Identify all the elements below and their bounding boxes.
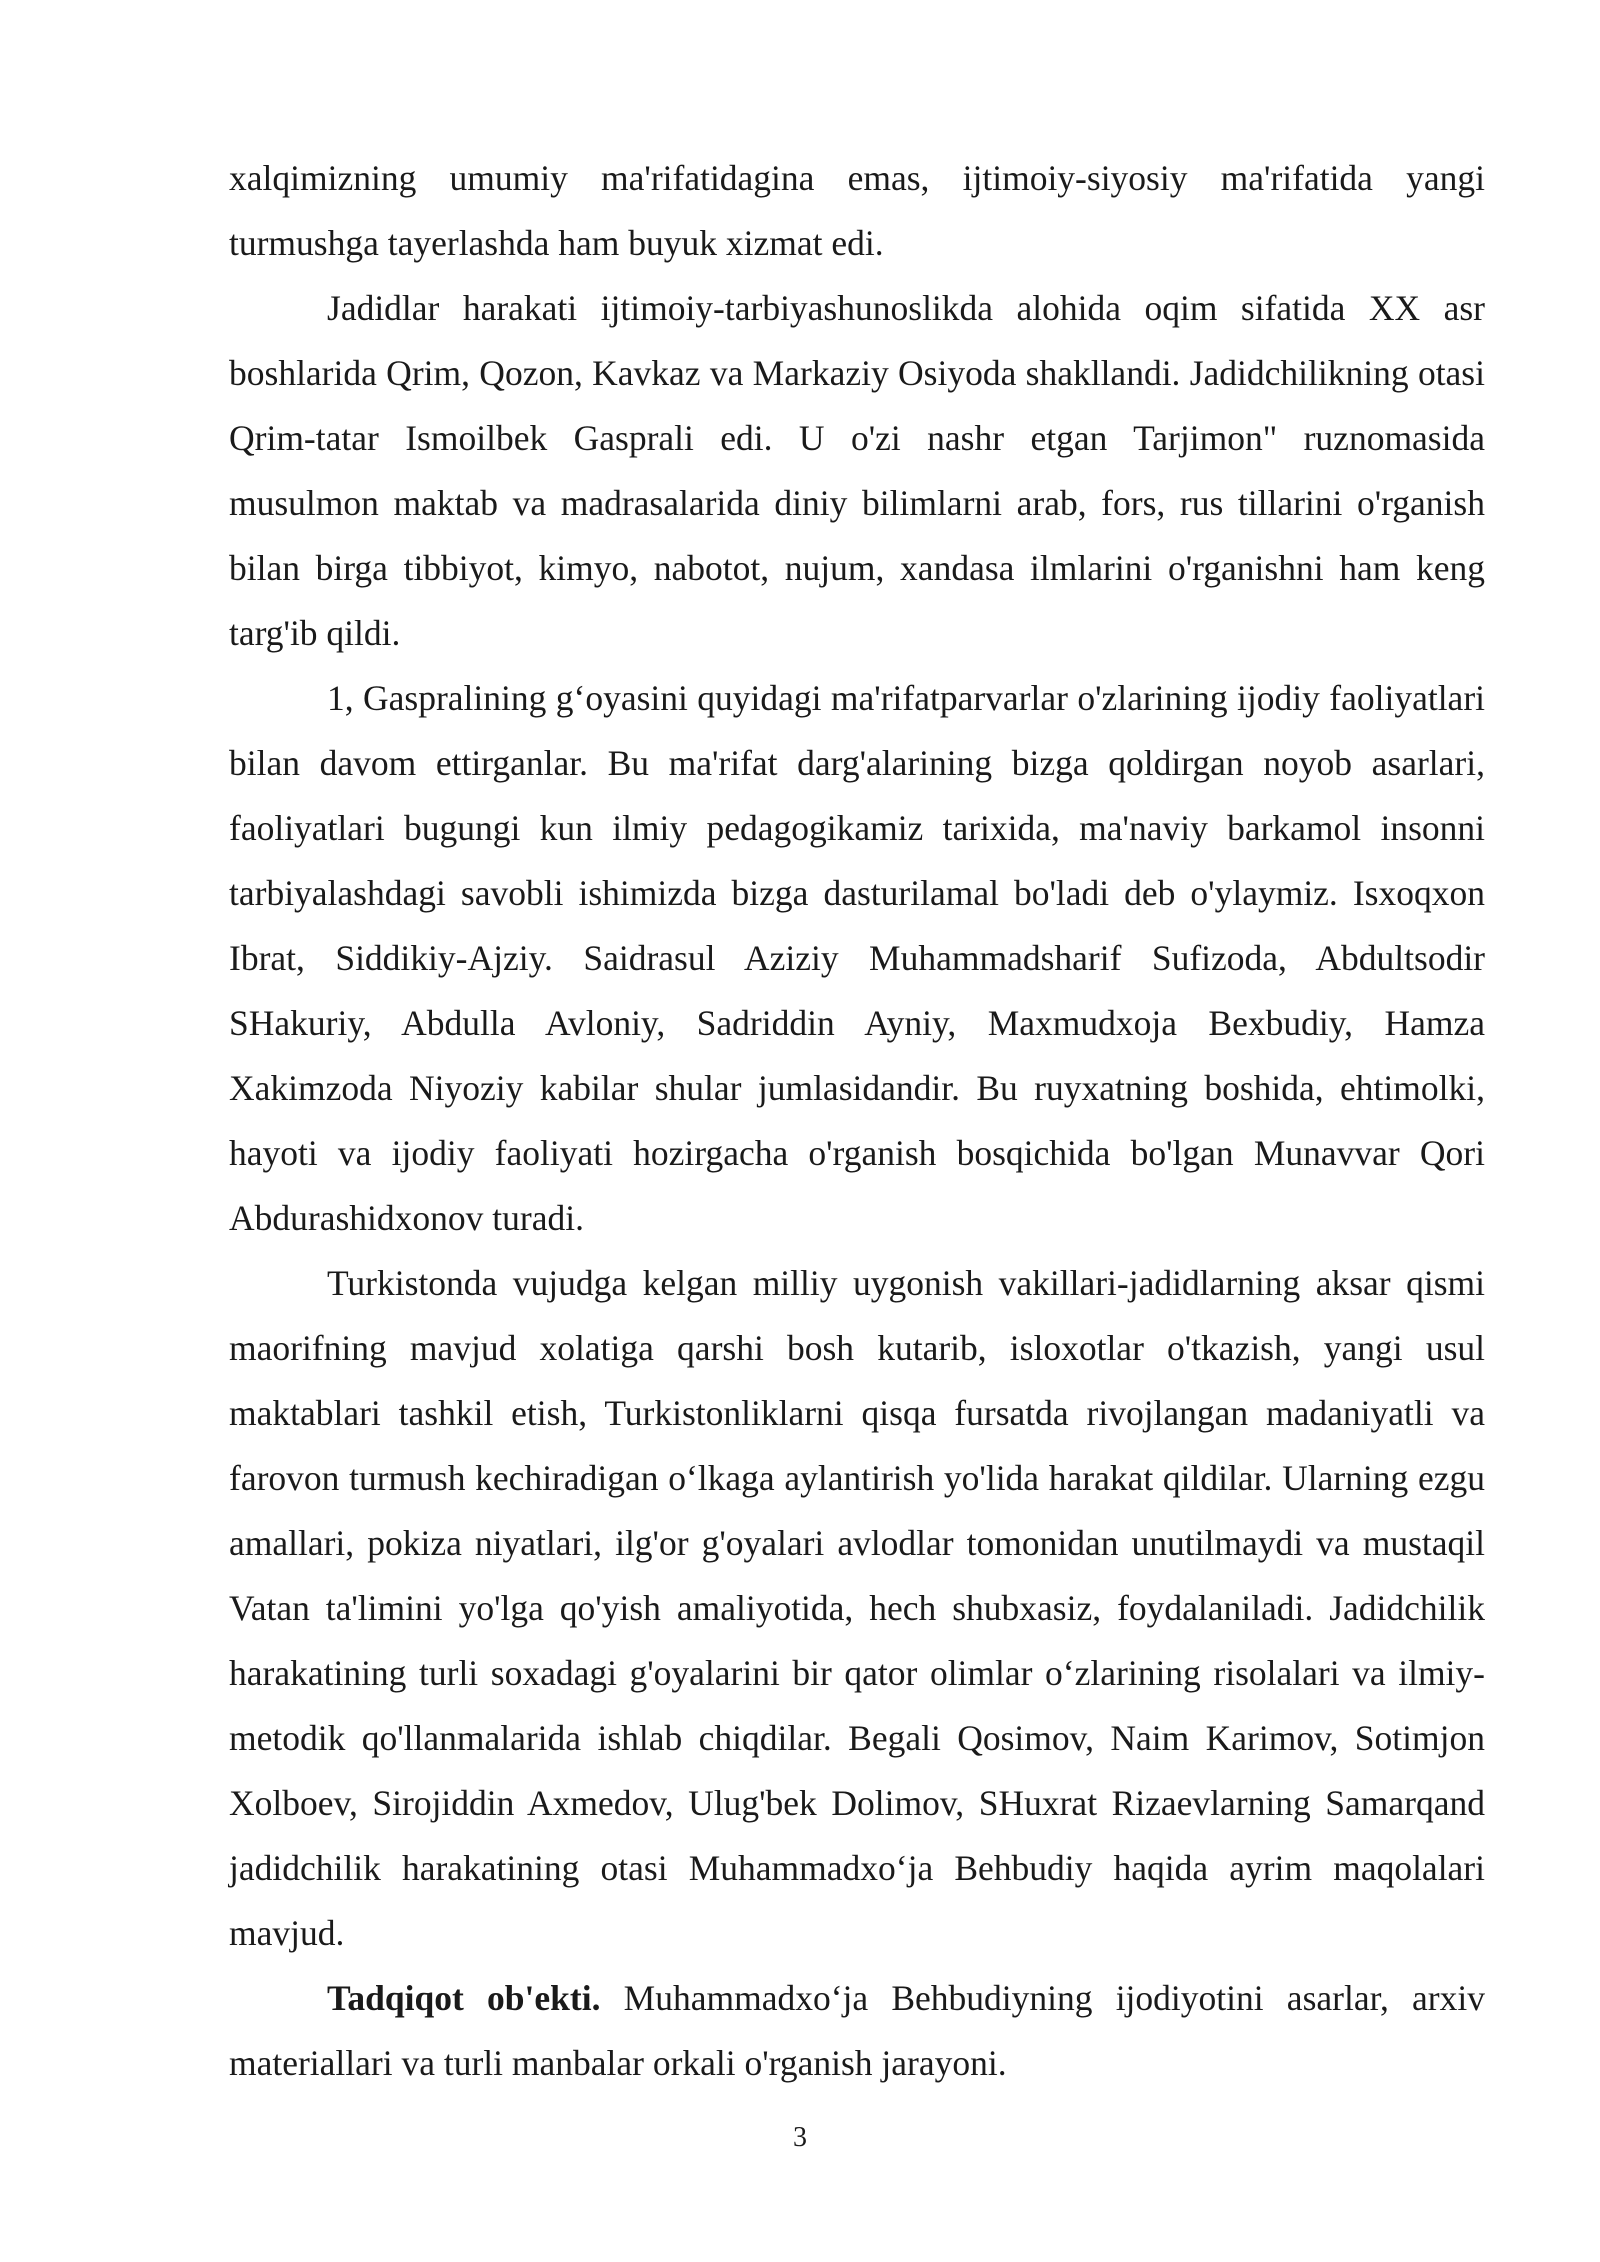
research-object-text: Muhammadxo‘ja Behbudiyning ijodiyotini asarlar, arxiv materiallari va turli manbalar orkali o'rganish jarayoni. [229, 1978, 1485, 2083]
paragraph-gasprali-ideas: 1, Gaspralining g‘oyasini quyidagi ma'rifatparvarlar o'zlarining ijodiy faoliyatlari bilan davom ettirganlar. Bu ma'rifat darg'alarining bizga qoldirgan noyob asarlari, faoliyatlari bugungi kun ilmiy pedagogikamiz tarixida, ma'naviy barkamol insonni tarbiyalashdagi savobli ishimizda bizga dasturilamal bo'ladi deb o'ylaymiz. Isxoqxon Ibrat, Siddikiy-Ajziy. Saidrasul Aziziy Muhammadsharif Sufizoda, Abdultsodir SHakuriy, Abdulla Avloniy, Sadriddin Ayniy, Maxmudxoja Bexbudiy, Hamza Xakimzoda Niyoziy kabilar shular jumlasidandir. Bu ruyxatning boshida, ehtimolki, hayoti va ijodiy faoliyati hozirgacha o'rganish bosqichida bo'lgan Munavvar Qori Abdurashidxonov turadi. [229, 678, 1485, 1238]
paragraph-jadidlar-harakati: Jadidlar harakati ijtimoiy-tarbiyashunoslikda alohida oqim sifatida XX asr boshlarida Qrim, Qozon, Kavkaz va Markaziy Osiyoda shakllandi. Jadidchilikning otasi Qrim-tatar Ismoilbek Gasprali edi. U o'zi nashr etgan Tarjimon" ruznomasida musulmon maktab va madrasalarida diniy bilimlarni arab, fors, rus tillarini o'rganish bilan birga tibbiyot, kimyo, nabotot, nujum, xandasa ilmlarini o'rganishni ham keng targ'ib qildi. [229, 288, 1485, 653]
page-number: 3 [793, 2122, 807, 2153]
paragraph-research-object [229, 1966, 1485, 2096]
paragraph-continuation: xalqimizning umumiy ma'rifatidagina emas, ijtimoiy-siyosiy ma'rifatida yangi turmushga tayerlashda ham buyuk xizmat edi. [229, 158, 1485, 263]
research-object-heading: Tadqiqot ob'ekti. [327, 1978, 601, 2018]
document-page [229, 146, 1485, 2096]
paragraph-turkiston: Turkistonda vujudga kelgan milliy uygonish vakillari-jadidlarning aksar qismi maorifning mavjud xolatiga qarshi bosh kutarib, isloxotlar o'tkazish, yangi usul maktablari tashkil etish, Turkistonliklarni qisqa fursatda rivojlangan madaniyatli va farovon turmush kechiradigan o‘lkaga aylantirish yo'lida harakat qildilar. Ularning ezgu amallari, pokiza niyatlari, ilg'or g'oyalari avlodlar tomonidan unutilmaydi va mustaqil Vatan ta'limini yo'lga qo'yish amaliyotida, hech shubxasiz, foydalaniladi. Jadidchilik harakatining turli soxadagi g'oyalarini bir qator olimlar o‘zlarining risolalari va ilmiy-metodik qo'llanmalarida ishlab chiqdilar. Begali Qosimov, Naim Karimov, Sotimjon Xolboev, Sirojiddin Axmedov, Ulug'bek Dolimov, SHuxrat Rizaevlarning Samarqand jadidchilik harakatining otasi Muhammadxo‘ja Behbudiy haqida ayrim maqolalari mavjud. [229, 1263, 1485, 1953]
